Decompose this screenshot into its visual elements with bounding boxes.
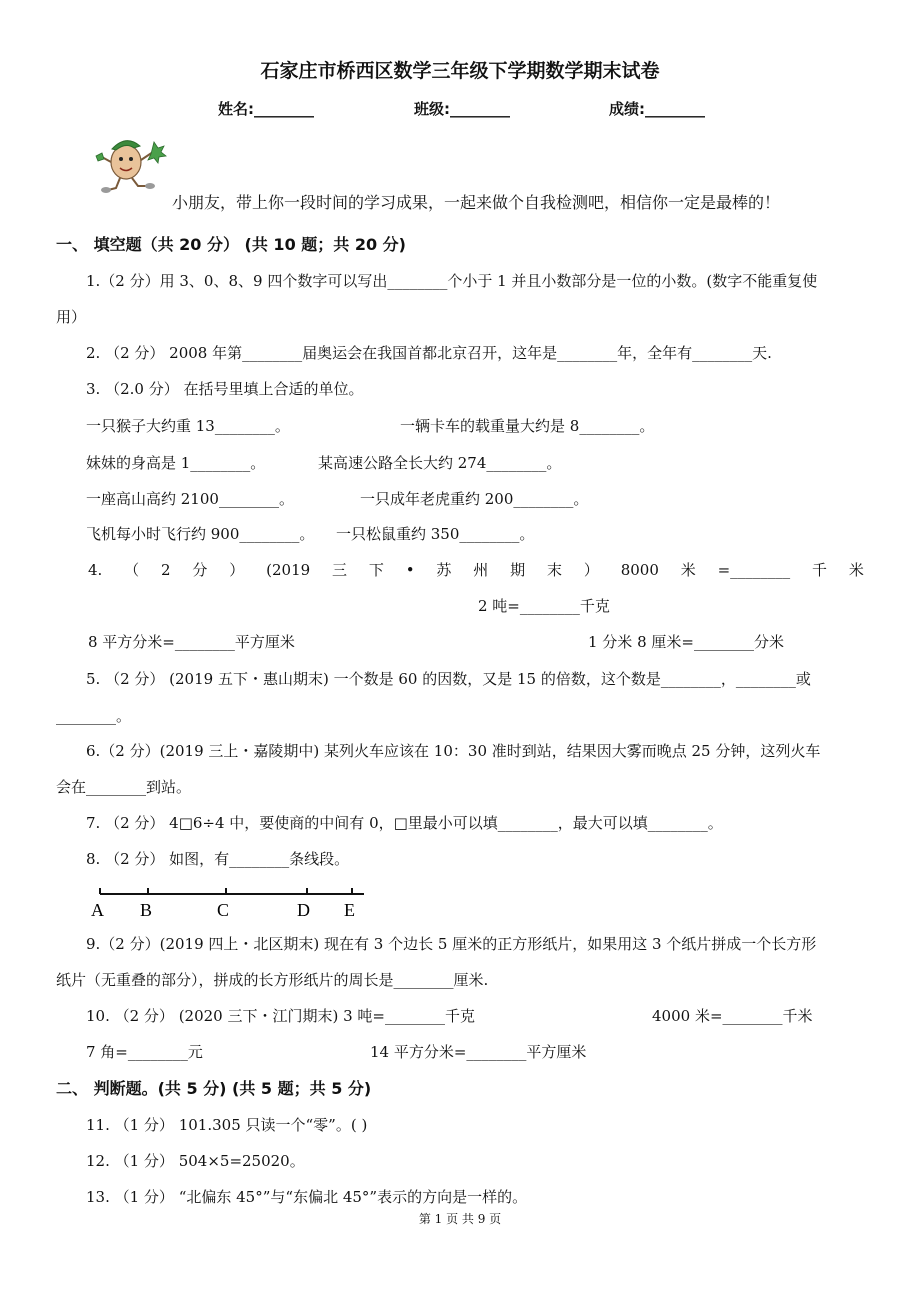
question-4-line2: 2 吨=________千克 <box>478 597 610 615</box>
question-3-item: 一座高山高约 2100________。 <box>86 490 294 508</box>
question-3-item: 一只成年老虎重约 200________。 <box>360 490 589 508</box>
score-field: 成绩:________ <box>609 100 705 118</box>
section-fill-in-heading: 一、 填空题（共 20 分） (共 10 题；共 20 分) <box>56 235 406 254</box>
question-3-item: 一辆卡车的载重量大约是 8________。 <box>400 417 655 435</box>
exam-title: 石家庄市桥西区数学三年级下学期数学期末试卷 <box>260 60 660 82</box>
question-3-item: 某高速公路全长大约 274________。 <box>318 454 562 472</box>
question-7: 7. （2 分） 4□6÷4 中，要使商的中间有 0，□里最小可以填________，最大可以填________。 <box>86 814 723 832</box>
section-judgement-heading: 二、 判断题。(共 5 分) (共 5 题；共 5 分) <box>56 1079 372 1098</box>
question-3: 3. （2.0 分） 在括号里填上合适的单位。 <box>86 380 364 398</box>
question-10-part: 14 平方分米=________平方厘米 <box>370 1043 587 1061</box>
q4-part: 下 <box>368 561 384 579</box>
question-8: 8. （2 分） 如图，有________条线段。 <box>86 850 350 868</box>
q4-part: 千 <box>812 561 828 579</box>
class-field: 班级:________ <box>414 100 510 118</box>
encouragement-text: 小朋友，带上你一段时间的学习成果，一起来做个自我检测吧，相信你一定是最棒的！ <box>172 193 781 212</box>
point-label-e: E <box>344 900 355 920</box>
q4-part: 米 <box>848 561 864 579</box>
q4-part: 2 <box>161 561 171 579</box>
question-6: 6.（2 分）(2019 三上・嘉陵期中) 某列火车应该在 10：30 准时到站，结果因大雾而晚点 25 分钟，这列火车 <box>86 742 821 760</box>
question-1-cont: 用） <box>56 308 87 326</box>
question-12: 12. （1 分） 504×5=25020。 <box>86 1152 305 1170</box>
question-9-cont: 纸片（无重叠的部分），拼成的长方形纸片的周长是________厘米. <box>56 971 489 989</box>
q4-part: 期 <box>510 561 526 579</box>
question-3-item: 一只猴子大约重 13________。 <box>86 417 290 435</box>
question-5-cont: ________。 <box>56 707 132 725</box>
q4-part: （ <box>124 561 140 579</box>
q4-part: ） <box>583 561 599 579</box>
line-segment-figure <box>88 878 368 920</box>
point-label-b: B <box>140 900 153 920</box>
question-3-item: 一只松鼠重约 350________。 <box>336 525 535 543</box>
page-footer: 第 1 页 共 9 页 <box>418 1212 502 1226</box>
point-label-d: D <box>297 900 310 920</box>
name-field: 姓名:________ <box>218 100 314 118</box>
question-4 <box>88 559 864 581</box>
q4-part: (2019 <box>266 561 311 579</box>
question-3-item: 飞机每小时飞行约 900________。 <box>86 525 315 543</box>
question-13: 13. （1 分） “北偏东 45°”与“东偏北 45°”表示的方向是一样的。 <box>86 1188 528 1206</box>
q4-part: • <box>405 561 415 579</box>
q4-part: 分 <box>192 561 208 579</box>
question-10: 10. （2 分） (2020 三下・江门期末) 3 吨=________千克 <box>86 1007 475 1025</box>
question-4-line3a: 8 平方分米=________平方厘米 <box>88 633 295 651</box>
q4-part: 三 <box>332 561 348 579</box>
q4-part: 8000 <box>620 561 659 579</box>
question-3-item: 妹妹的身高是 1________。 <box>86 454 266 472</box>
q4-part: ） <box>229 561 245 579</box>
question-11: 11. （1 分） 101.305 只读一个“零”。( ) <box>86 1116 368 1134</box>
question-6-cont: 会在________到站。 <box>56 778 192 796</box>
point-label-c: C <box>217 900 230 920</box>
question-9: 9.（2 分）(2019 四上・北区期末) 现在有 3 个边长 5 厘米的正方形纸片，如果用这 3 个纸片拼成一个长方形 <box>86 935 817 953</box>
question-1: 1.（2 分）用 3、0、8、9 四个数字可以写出________个小于 1 并且小数部分是一位的小数。(数字不能重复使 <box>86 272 818 290</box>
q4-part: 苏 <box>436 561 452 579</box>
mascot-illustration <box>94 132 168 194</box>
question-10-part: 7 角=________元 <box>86 1043 203 1061</box>
question-4-line3b: 1 分米 8 厘米=________分米 <box>588 633 784 651</box>
q4-part: 州 <box>473 561 489 579</box>
q4-part: 米 <box>680 561 696 579</box>
q4-part: =________ <box>717 561 791 579</box>
point-label-a: A <box>91 900 104 920</box>
question-2: 2. （2 分） 2008 年第________届奥运会在我国首都北京召开，这年是________年，全年有________天. <box>86 344 772 362</box>
q4-part: 4. <box>88 561 103 579</box>
question-5: 5. （2 分） (2019 五下・惠山期末) 一个数是 60 的因数，又是 15 的倍数，这个数是________，________或 <box>86 670 811 688</box>
question-10-part: 4000 米=________千米 <box>652 1007 813 1025</box>
q4-part: 末 <box>547 561 563 579</box>
